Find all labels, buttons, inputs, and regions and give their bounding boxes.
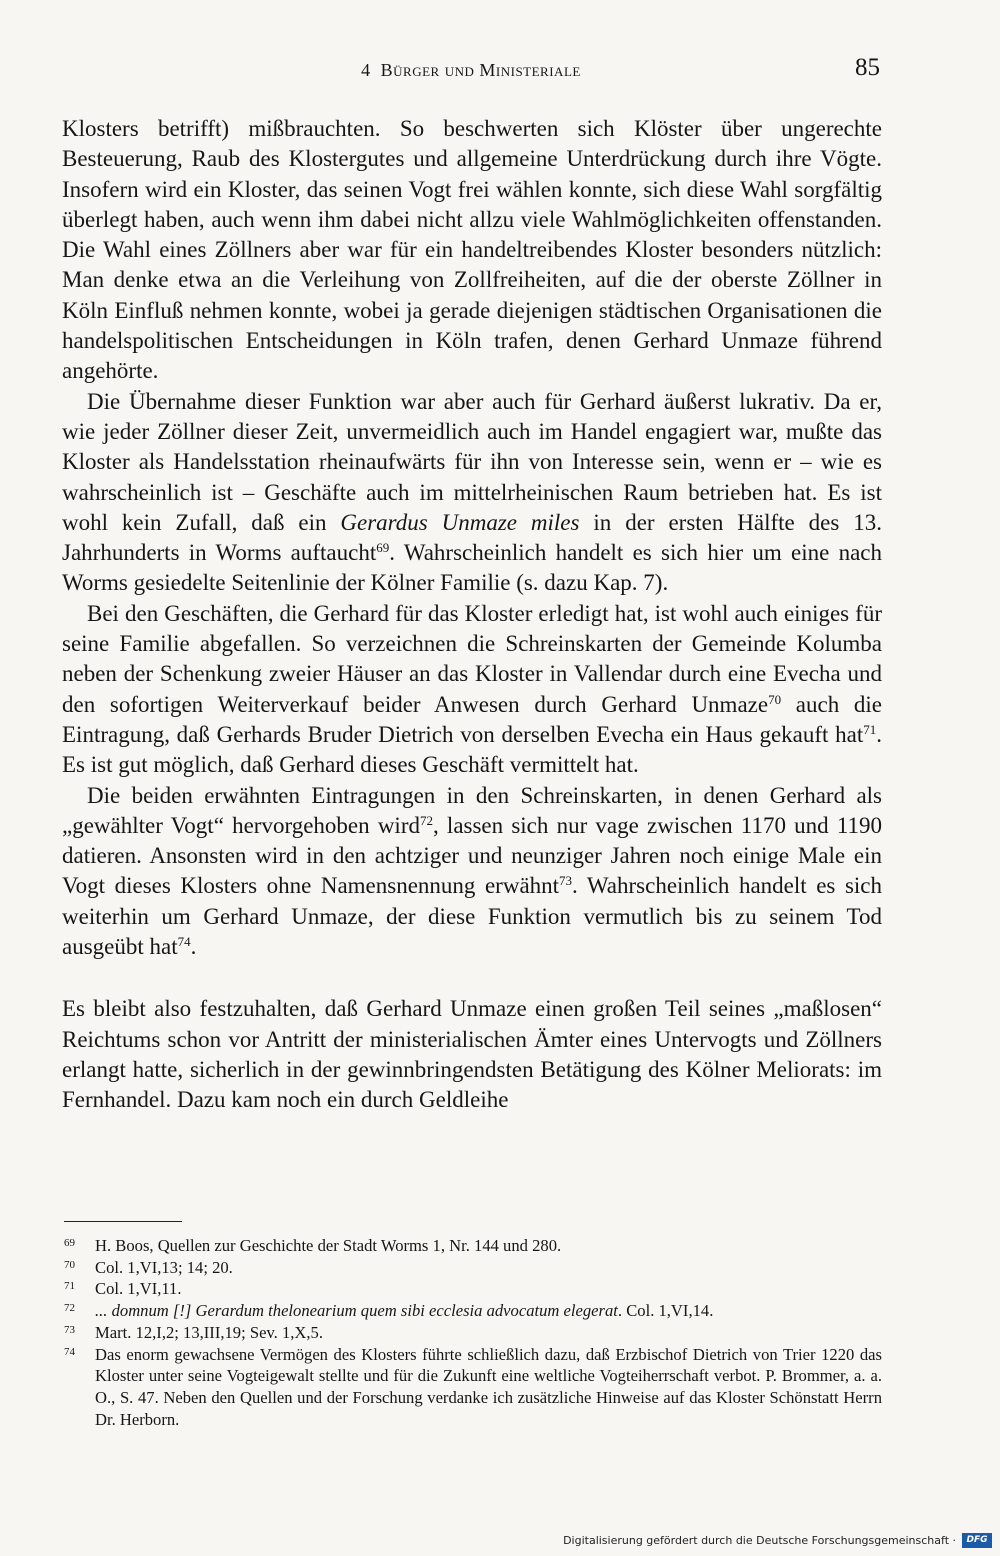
paragraph-2-text-c: . Wahrscheinlich handelt es sich hier um eine nach Worms gesiedelte Seitenlinie der Kölner Familie (s. dazu Kap. 7). <box>62 540 883 596</box>
running-header <box>62 54 880 88</box>
footnote-ref-71[interactable]: 71 <box>863 721 877 737</box>
chapter-title-part-b: Ministeriale <box>479 60 581 80</box>
footnote-ref-70[interactable]: 70 <box>768 691 782 707</box>
paragraph-2 <box>62 387 882 599</box>
footnote-72-citation: . Col. 1,VI,14. <box>617 1301 714 1321</box>
paragraph-4 <box>62 781 882 963</box>
footnote-text: Mart. 12,I,2; 13,III,19; Sev. 1,X,5. <box>95 1322 323 1342</box>
footnote-text: Das enorm gewachsene Vermögen des Klosters führte schließlich dazu, daß Erzbischof Dietrich von Trier 1220 das Kloster unter seine Vogteigewalt stellte und für die Zukunft eine weltliche Vogteiherrschaft verbot. P. Brommer, a. a. O., S. 47. Neben den Quellen und der Forschung verdanke ich zusätzliche Hinweise auf das Kloster Schönstatt Herrn Dr. Herborn. <box>95 1344 882 1429</box>
footnote-number: 72 <box>64 1302 75 1315</box>
body-text <box>62 114 882 1116</box>
paragraph-2-text-a: Die Übernahme dieser Funktion war aber auch für Gerhard äußerst lukrativ. Da er, wie jeder Zöllner dieser Zeit, unvermeidlich auch im Handel engagiert war, mußte das Kloster als Handelsstation rheinaufwärts für ihn von Interesse sein, wenn er – wie es wahrscheinlich ist – Geschäfte auch im mittelrheinischen Raum betrieben hat. Es ist wohl kein Zufall, daß ein <box>62 388 882 535</box>
paragraph-4-text-a: Die beiden erwähnten Eintragungen in den Schreinskarten, in denen Gerhard als „gewählter Vogt“ hervorgehoben wird <box>62 782 882 838</box>
footnote-number: 73 <box>64 1323 75 1336</box>
paragraph-3-text-a: Bei den Geschäften, die Gerhard für das Kloster erledigt hat, ist wohl auch einiges für seine Familie abgefallen. So verzeichnen die Schreinskarten der Gemeinde Kolumba neben der Schenkung zweier Häuser an das Kloster in Vallendar durch eine Evecha und den sofortigen Weiterverkauf beider Anwesen durch Gerhard Unmaze <box>62 600 882 717</box>
footnote-number: 71 <box>64 1280 75 1293</box>
footnote-ref-74[interactable]: 74 <box>177 934 191 950</box>
footnote-number: 70 <box>64 1258 75 1271</box>
paragraph-1: Klosters betrifft) mißbrauchten. So beschwerten sich Klöster über ungerechte Besteuerung, Raub des Klostergutes und allgemeine Unterdrückung durch ihre Vögte. Insofern wird ein Kloster, das seinen Vogt frei wählen konnte, sich diese Wahl sorgfältig überlegt haben, auch wenn ihm dabei nicht allzu viele Wahlmöglichkeiten offenstanden. Die Wahl eines Zöllners aber war für ein handeltreibendes Kloster besonders nützlich: Man denke etwa an die Verleihung von Zollfreiheiten, auf die der oberste Zöllner in Köln Einfluß nehmen konnte, wobei ja gerade diejenigen städtischen Organisationen die handelspolitischen Entscheidungen in Köln trafen, denen Gerhard Unmaze führend angehörte. <box>62 116 882 384</box>
footnote-number: 69 <box>64 1237 75 1249</box>
chapter-title <box>62 60 880 81</box>
credit-text: Digitalisierung gefördert durch die Deutsche Forschungsgemeinschaft · <box>563 1533 956 1547</box>
paragraph-5: Es bleibt also festzuhalten, daß Gerhard Unmaze einen großen Teil seines „maßlosen“ Reichtums schon vor Antritt der ministerialischen Ämter eines Untervogts und Zöllners erlangt hatte, sicherlich in der gewinnbringendsten Betätigung des Kölner Meliorats: im Fernhandel. Dazu kam noch ein durch Geldleihe <box>62 996 882 1113</box>
footnote-74 <box>64 1344 882 1431</box>
paragraph-3-text-c: . Es ist gut möglich, daß Gerhard dieses Geschäft vermittelt hat. <box>62 721 882 778</box>
paragraph-3 <box>62 599 882 781</box>
dfg-logo-icon: DFG <box>962 1533 992 1548</box>
paragraph-3-text-b: auch die Eintragung, daß Gerhards Bruder Dietrich von derselben Evecha ein Haus gekauft hat <box>62 691 883 747</box>
chapter-number: 4 <box>361 60 371 80</box>
footnote-text <box>95 1300 882 1322</box>
paragraph-2-text-b: in der ersten Hälfte des 13. Jahrhunderts in Worms auftaucht <box>62 509 882 566</box>
footnote-text: Col. 1,VI,13; 14; 20. <box>95 1257 233 1277</box>
footnote-ref-69[interactable]: 69 <box>376 540 390 556</box>
chapter-title-part-a: Bürger und <box>380 60 475 80</box>
footnote-number: 74 <box>64 1345 75 1358</box>
footnote-separator <box>64 1221 182 1222</box>
footnote-text: H. Boos, Quellen zur Geschichte der Stadt Worms 1, Nr. 144 und 280. <box>95 1236 562 1255</box>
paragraph-4-text-b: , lassen sich nur vage zwischen 1170 und 1190 datieren. Ansonsten wird in den achtziger und neunziger Jahren noch einige Male ein Vogt dieses Klosters ohne Namensnennung erwähnt <box>62 812 882 899</box>
paragraph-4-text-c: . Wahrscheinlich handelt es sich weiterhin um Gerhard Unmaze, der diese Funktion vermutlich bis zu seinem Tod ausgeübt hat <box>62 873 882 960</box>
footnote-72-quote: ... domnum [!] Gerardum thelonearium quem sibi ecclesia advocatum elegerat <box>95 1301 618 1321</box>
footnotes <box>64 1235 882 1430</box>
digitization-credit <box>563 1530 992 1550</box>
footnote-ref-72[interactable]: 72 <box>419 812 433 828</box>
footnote-71 <box>64 1278 882 1300</box>
footnote-text: Col. 1,VI,11. <box>95 1279 182 1299</box>
footnote-70 <box>64 1257 882 1279</box>
footnote-69 <box>64 1235 882 1257</box>
footnote-73 <box>64 1322 882 1344</box>
footnote-72 <box>64 1300 882 1322</box>
footnote-ref-73[interactable]: 73 <box>559 873 573 889</box>
page-number: 85 <box>855 54 880 81</box>
paragraph-4-text-d: . <box>190 934 197 960</box>
paragraph-2-italic: Gerardus Unmaze miles <box>340 509 580 535</box>
